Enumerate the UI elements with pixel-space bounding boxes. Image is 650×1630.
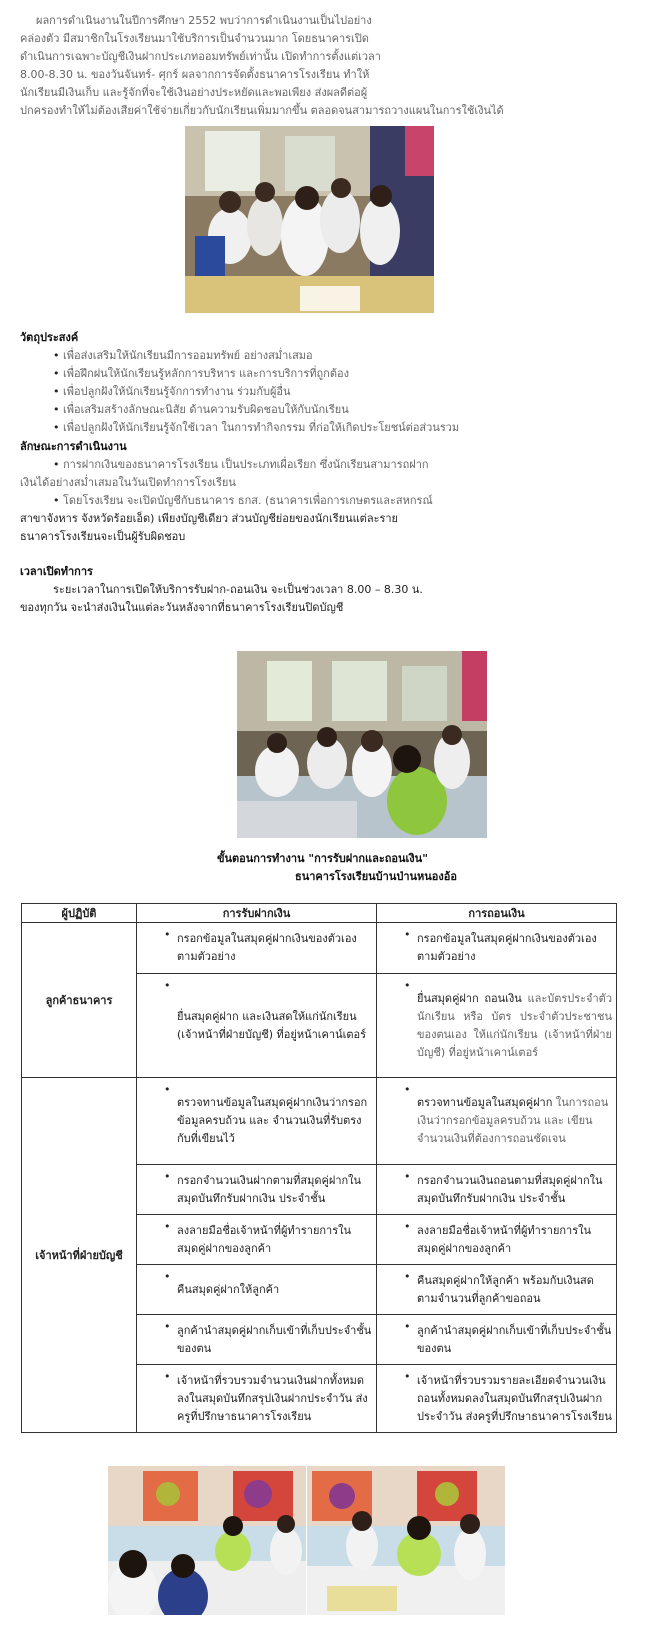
bullet-icon: • <box>404 1220 411 1233</box>
bullet-icon: • <box>53 421 60 434</box>
bullet-icon: • <box>404 979 411 992</box>
intro-line: ผลการดำเนินงานในปีการศึกษา 2552 พบว่าการดำเนินงานเป็นไปอย่าง <box>36 14 372 27</box>
withdraw-cell: • คืนสมุดคู่ฝากให้ลูกค้า พร้อมกับเงินสดตามจำนวนที่ลูกค้าขอถอน <box>377 1265 617 1315</box>
bullet-icon: • <box>164 928 171 941</box>
bullet-icon: • <box>164 1270 171 1283</box>
procedure-subtitle: ธนาคารโรงเรียนบ้านป่านหนองอ้อ <box>295 870 457 883</box>
service-counter-photo <box>307 1466 505 1615</box>
list-item: • เพื่อส่งเสริมให้นักเรียนมีการออมทรัพย์ อย่างสม่ำเสมอ <box>53 349 313 362</box>
operation-text: เงินได้อย่างสม่ำเสมอในวันเปิดทำการโรงเรียน <box>20 476 236 489</box>
procedure-title: ขั้นตอนการทำงาน "การรับฝากและถอนเงิน" <box>217 852 428 865</box>
bullet-icon: • <box>164 1370 171 1383</box>
objectives-heading: วัตถุประสงค์ <box>20 331 79 344</box>
deposit-cell: • กรอกจำนวนเงินฝากตามที่สมุดคู่ฝากในสมุดบันทึกรับฝากเงิน ประจำชั้น <box>137 1165 377 1215</box>
list-item: • เพื่อเสริมสร้างลักษณะนิสัย ด้านความรับผิดชอบให้กับนักเรียน <box>53 403 349 416</box>
intro-line: ดำเนินการเฉพาะบัญชีเงินฝากประเภทออมทรัพย์เท่านั้น เปิดทำการตั้งแต่เวลา <box>20 50 381 63</box>
column-header: การรับฝากเงิน <box>137 904 377 923</box>
hours-text: ระยะเวลาในการเปิดให้บริการรับฝาก-ถอนเงิน จะเป็นช่วงเวลา 8.00 – 8.30 น. <box>53 583 423 596</box>
bullet-icon: • <box>164 1083 171 1096</box>
list-item: • เพื่อปลูกฝังให้นักเรียนรู้จักใช้เวลา ในการทำกิจกรรม ที่ก่อให้เกิดประโยชน์ต่อส่วนรวม <box>53 421 460 434</box>
hours-heading: เวลาเปิดทำการ <box>20 565 93 578</box>
withdraw-cell: • กรอกจำนวนเงินถอนตามที่สมุดคู่ฝากในสมุดบันทึกรับฝากเงิน ประจำชั้น <box>377 1165 617 1215</box>
bullet-icon: • <box>53 458 60 471</box>
service-counter-photo <box>108 1466 306 1615</box>
list-item: • เพื่อฝึกฝนให้นักเรียนรู้หลักการบริหาร และการบริการที่ถูกต้อง <box>53 367 349 380</box>
withdraw-cell: • เจ้าหน้าที่รวบรวมรายละเอียดจำนวนเงินถอนทั้งหมดลงในสมุดบันทึกสรุปเงินฝากประจำวัน ส่งครูที่ปรึกษาธนาคารโรงเรียน <box>377 1365 617 1433</box>
bullet-icon: • <box>53 494 60 507</box>
operation-text: สาขาจังหาร จังหวัดร้อยเอ็ด) เพียงบัญชีเดียว ส่วนบัญชีย่อยของนักเรียนแต่ละราย <box>20 512 399 525</box>
operation-item: • โดยโรงเรียน จะเปิดบัญชีกับธนาคาร ธกส. (ธนาคารเพื่อการเกษตรและสหกรณ์ <box>53 494 433 507</box>
table-row <box>22 1078 617 1165</box>
bullet-icon: • <box>164 1320 171 1333</box>
bullet-icon: • <box>404 928 411 941</box>
list-item: • เพื่อปลูกฝังให้นักเรียนรู้จักการทำงาน ร่วมกับผู้อื่น <box>53 385 291 398</box>
intro-line: นักเรียนมีเงินเก็บ และรู้จักที่จะใช้เงินอย่างประหยัดและพอเพียง ส่งผลดีต่อผู้ <box>20 86 368 99</box>
bullet-icon: • <box>164 979 171 992</box>
bullet-icon: • <box>53 403 60 416</box>
bullet-icon: • <box>404 1370 411 1383</box>
deposit-cell: • ลงลายมือชื่อเจ้าหน้าที่ผู้ทำรายการในสมุดคู่ฝากของลูกค้า <box>137 1215 377 1265</box>
deposit-cell: • คืนสมุดคู่ฝากให้ลูกค้า <box>137 1265 377 1315</box>
withdraw-cell: • ยื่นสมุดคู่ฝาก ถอนเงิน และบัตรประจำตัวนักเรียน หรือ บัตร ประจำตัวประชาชน ของตนเอง ให้แก่นักเรียน (เจ้าหน้าที่ฝ่ายบัญชี) ที่อยู่หน้าเคาน์เตอร์ <box>377 974 617 1078</box>
intro-line: 8.00-8.30 น. ของวันจันทร์- ศุกร์ ผลจากการจัดตั้งธนาคารโรงเรียน ทำให้ <box>20 68 370 81</box>
bullet-icon: • <box>53 385 60 398</box>
bullet-icon: • <box>404 1320 411 1333</box>
withdraw-cell: • ลงลายมือชื่อเจ้าหน้าที่ผู้ทำรายการในสมุดคู่ฝากของลูกค้า <box>377 1215 617 1265</box>
role-cell: ลูกค้าธนาคาร <box>22 923 137 1078</box>
bullet-icon: • <box>53 349 60 362</box>
intro-paragraph <box>20 12 504 120</box>
operation-item: • การฝากเงินของธนาคารโรงเรียน เป็นประเภทเผื่อเรียก ซึ่งนักเรียนสามารถฝาก <box>53 458 429 471</box>
deposit-cell: • ยื่นสมุดคู่ฝาก และเงินสดให้แก่นักเรียน (เจ้าหน้าที่ฝ่ายบัญชี) ที่อยู่หน้าเคาน์เตอร์ <box>137 974 377 1078</box>
bullet-icon: • <box>53 367 60 380</box>
intro-line: คล่องตัว มีสมาชิกในโรงเรียนมาใช้บริการเป็นจำนวนมาก โดยธนาคารเปิด <box>20 32 369 45</box>
deposit-cell: • ตรวจทานข้อมูลในสมุดคู่ฝากเงินว่ากรอกข้อมูลครบถ้วน และ จำนวนเงินที่รับตรงกับที่เขียนไว้ <box>137 1078 377 1165</box>
deposit-cell: • กรอกข้อมูลในสมุดคู่ฝากเงินของตัวเอง ตามตัวอย่าง <box>137 923 377 974</box>
column-header: การถอนเงิน <box>377 904 617 923</box>
withdraw-cell: • ตรวจทานข้อมูลในสมุดคู่ฝาก ในการถอนเงินว่ากรอกข้อมูลครบถ้วน และ เขียนจำนวนเงินที่ต้องการถอนชัดเจน <box>377 1078 617 1165</box>
withdraw-cell: • ลูกค้านำสมุดคู่ฝากเก็บเข้าที่เก็บประจำชั้นของตน <box>377 1315 617 1365</box>
students-at-bank-photo <box>185 126 434 313</box>
bullet-icon: • <box>404 1083 411 1096</box>
bullet-icon: • <box>404 1170 411 1183</box>
table-row <box>22 923 617 974</box>
bullet-icon: • <box>164 1170 171 1183</box>
procedure-table <box>21 903 617 1433</box>
deposit-cell: • เจ้าหน้าที่รวบรวมจำนวนเงินฝากทั้งหมดลงในสมุดบันทึกสรุปเงินฝากประจำวัน ส่งครูที่ปรึกษาธนาคารโรงเรียน <box>137 1365 377 1433</box>
bullet-icon: • <box>164 1220 171 1233</box>
table-header-row <box>22 904 617 923</box>
withdraw-cell: • กรอกข้อมูลในสมุดคู่ฝากเงินของตัวเอง ตามตัวอย่าง <box>377 923 617 974</box>
classroom-counter-photo <box>237 651 487 838</box>
intro-line: ปกครองทำให้ไม่ต้องเสียค่าใช้จ่ายเกี่ยวกับนักเรียนเพิ่มมากขึ้น ตลอดจนสามารถวางแผนในการใช้เงินได้ <box>20 104 504 117</box>
deposit-cell: • ลูกค้านำสมุดคู่ฝากเก็บเข้าที่เก็บประจำชั้นของตน <box>137 1315 377 1365</box>
operation-text: ธนาคารโรงเรียนจะเป็นผู้รับผิดชอบ <box>20 530 186 543</box>
column-header: ผู้ปฏิบัติ <box>22 904 137 923</box>
hours-text: ของทุกวัน จะนำส่งเงินในแต่ละวันหลังจากที่ธนาคารโรงเรียนปิดบัญชี <box>20 601 344 614</box>
operation-heading: ลักษณะการดำเนินงาน <box>20 440 127 453</box>
bullet-icon: • <box>404 1270 411 1283</box>
role-cell: เจ้าหน้าที่ฝ่ายบัญชี <box>22 1078 137 1433</box>
